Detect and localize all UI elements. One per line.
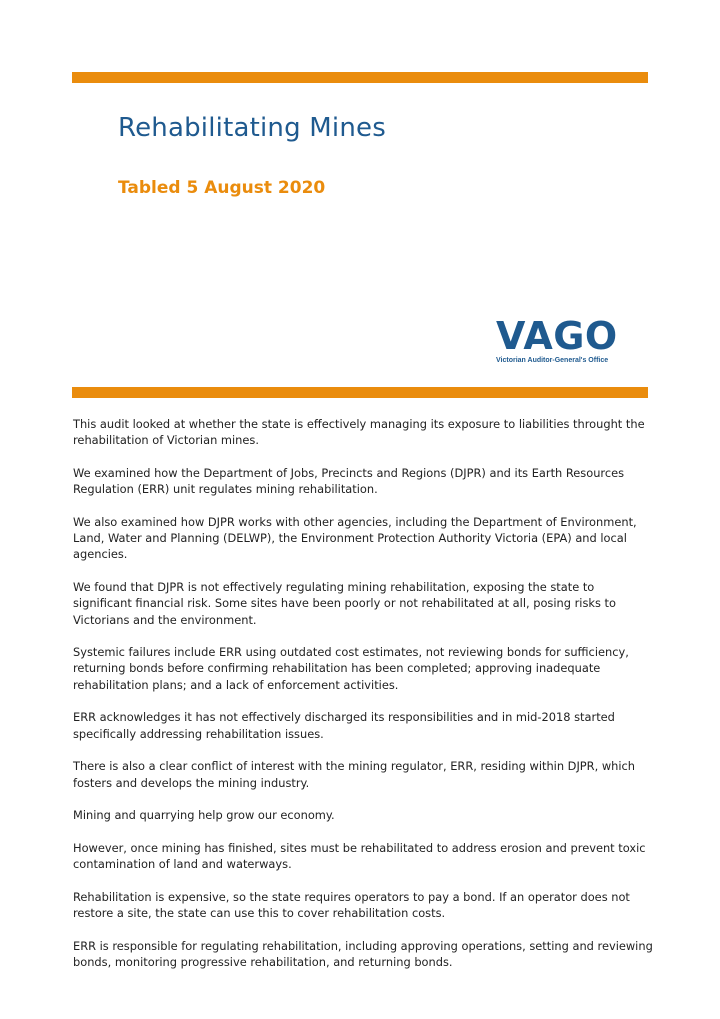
- summary-paragraph: We also examined how DJPR works with other agencies, including the Department of Environment, Land, Water and Planning (DELWP), the Environment Protection Authority Victoria (EPA) and local agencies.: [73, 514, 637, 562]
- vago-logo: [496, 314, 618, 368]
- summary-paragraph: This audit looked at whether the state is effectively managing its exposure to liabilities throught the rehabilitation of Victorian mines.: [73, 417, 645, 448]
- summary-paragraph: ERR is responsible for regulating rehabilitation, including approving operations, setting and reviewing bonds, monitoring progressive rehabilitation, and returning bonds.: [73, 938, 653, 969]
- bottom-orange-rule: [72, 387, 648, 398]
- summary-paragraph: Rehabilitation is expensive, so the state requires operators to pay a bond. If an operator does not restore a site, the state can use this to cover rehabilitation costs.: [73, 889, 630, 920]
- top-orange-rule: [72, 72, 648, 83]
- tabled-date: Tabled 5 August 2020: [118, 178, 326, 198]
- summary-paragraph: Systemic failures include ERR using outdated cost estimates, not reviewing bonds for sufficiency, returning bonds before confirming rehabilitation has been completed; approving inadequate rehabilitation plans; and a lack of enforcement activities.: [73, 645, 629, 692]
- summary-paragraph: However, once mining has finished, sites must be rehabilitated to address erosion and prevent toxic contamination of land and waterways.: [73, 840, 646, 872]
- logo-wordmark: VAGO: [496, 314, 618, 358]
- summary-paragraph: There is also a clear conflict of interest with the mining regulator, ERR, residing within DJPR, which fosters and develops the mining industry.: [73, 759, 636, 790]
- summary-body: [73, 416, 653, 986]
- logo-tagline: Victorian Auditor-General's Office: [496, 357, 609, 364]
- summary-paragraph: We examined how the Department of Jobs, Precincts and Regions (DJPR) and its Earth Resources Regulation (ERR) unit regulates mining rehabilitation.: [73, 465, 625, 497]
- document-title: Rehabilitating Mines: [118, 113, 386, 143]
- summary-paragraph: Mining and quarrying help grow our economy.: [73, 808, 335, 823]
- summary-paragraph: ERR acknowledges it has not effectively discharged its responsibilities and in mid-2018 started specifically addressing rehabilitation issues.: [73, 710, 615, 741]
- summary-paragraph: We found that DJPR is not effectively regulating mining rehabilitation, exposing the state to significant financial risk. Some sites have been poorly or not rehabilitated at all, posing risks to Victorians and the environment.: [73, 579, 616, 627]
